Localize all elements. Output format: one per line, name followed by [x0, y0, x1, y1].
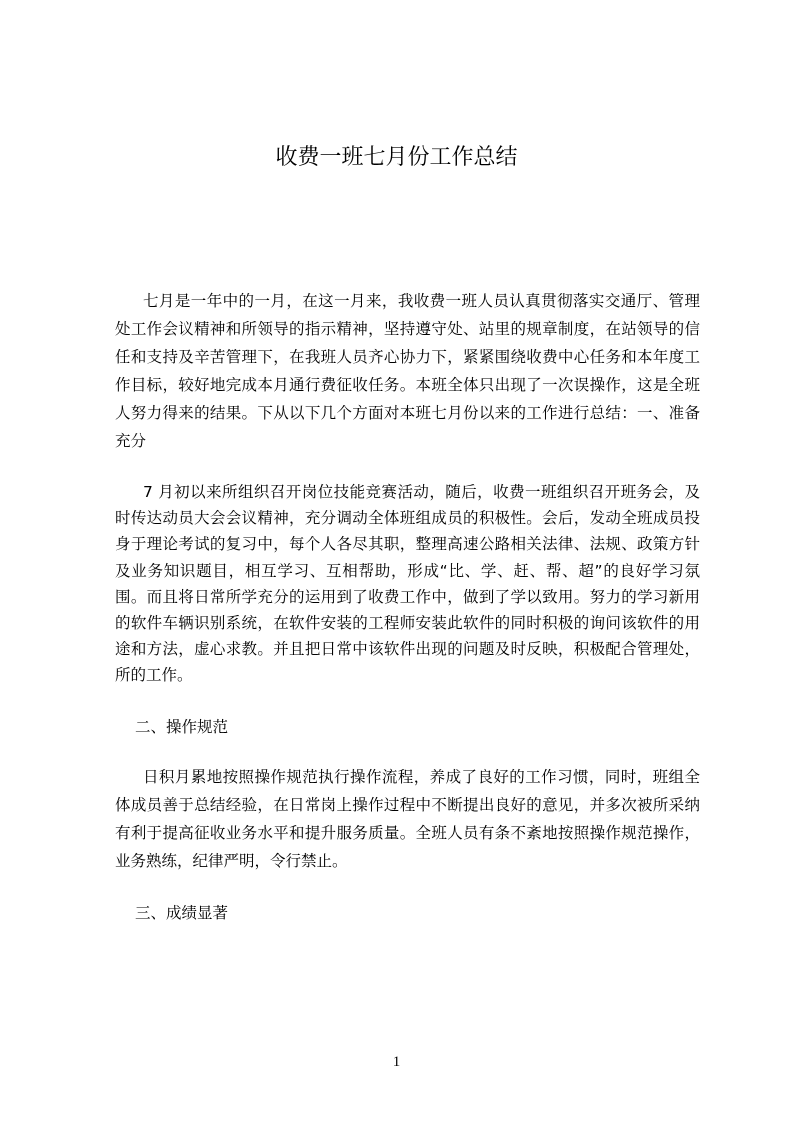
section-heading-operation: 二、操作规范	[135, 718, 229, 736]
paragraph-intro	[115, 287, 700, 455]
text-line: 途和方法，虚心求教。并且把日常中该软件出现的问题及时反映，积极配合管理处，	[115, 640, 700, 659]
text-line: 及业务知识题目，相互学习、互相帮助，形成“比、学、赶、帮、超”的良好学习氛	[115, 561, 700, 580]
paragraph-operation	[115, 763, 700, 875]
text-line: 处工作会议精神和所领导的指示精神，坚持遵守处、站里的规章制度，在站领导的信	[115, 320, 700, 338]
text-line: 7 月初以来所组织召开岗位技能竞赛活动，随后，收费一班组织召开班务会，及	[143, 483, 700, 501]
document-title: 收费一班七月份工作总结	[275, 145, 518, 170]
text-line: 作目标，较好地完成本月通行费征收任务。本班全体只出现了一次误操作，这是全班	[115, 376, 700, 394]
text-line: 围。而且将日常所学充分的运用到了收费工作中，做到了学以致用。努力的学习新用	[115, 587, 700, 606]
text-line: 的软件车辆识别系统，在软件安装的工程师安装此软件的同时积极的询问该软件的用	[115, 613, 700, 632]
page-number: 1	[392, 1054, 401, 1070]
text-line: 身于理论考试的复习中，每个人各尽其职，整理高速公路相关法律、法规、政策方针	[115, 535, 700, 554]
text-line: 充分	[115, 432, 147, 450]
section-heading-results: 三、成绩显著	[135, 904, 229, 922]
text-line: 日积月累地按照操作规范执行操作流程，养成了良好的工作习惯，同时，班组全	[143, 768, 700, 786]
text-line: 任和支持及辛苦管理下，在我班人员齐心协力下，紧紧围绕收费中心任务和本年度工	[115, 348, 700, 366]
text-line: 业务熟练，纪律严明，令行禁止。	[115, 852, 348, 870]
text-line: 体成员善于总结经验，在日常岗上操作过程中不断提出良好的意见，并多次被所采纳	[115, 796, 700, 814]
text-line: 时传达动员大会会议精神，充分调动全体班组成员的积极性。会后，发动全班成员投	[115, 509, 700, 528]
text-line: 七月是一年中的一月，在这一月来，我收费一班人员认真贯彻落实交通厅、管理	[143, 292, 700, 310]
paragraph-preparation	[115, 479, 700, 689]
text-line: 有利于提高征收业务水平和提升服务质量。全班人员有条不紊地按照操作规范操作，	[115, 824, 700, 842]
text-line: 所的工作。	[115, 666, 193, 685]
text-line: 人努力得来的结果。下从以下几个方面对本班七月份以来的工作进行总结：一、准备	[115, 404, 700, 422]
